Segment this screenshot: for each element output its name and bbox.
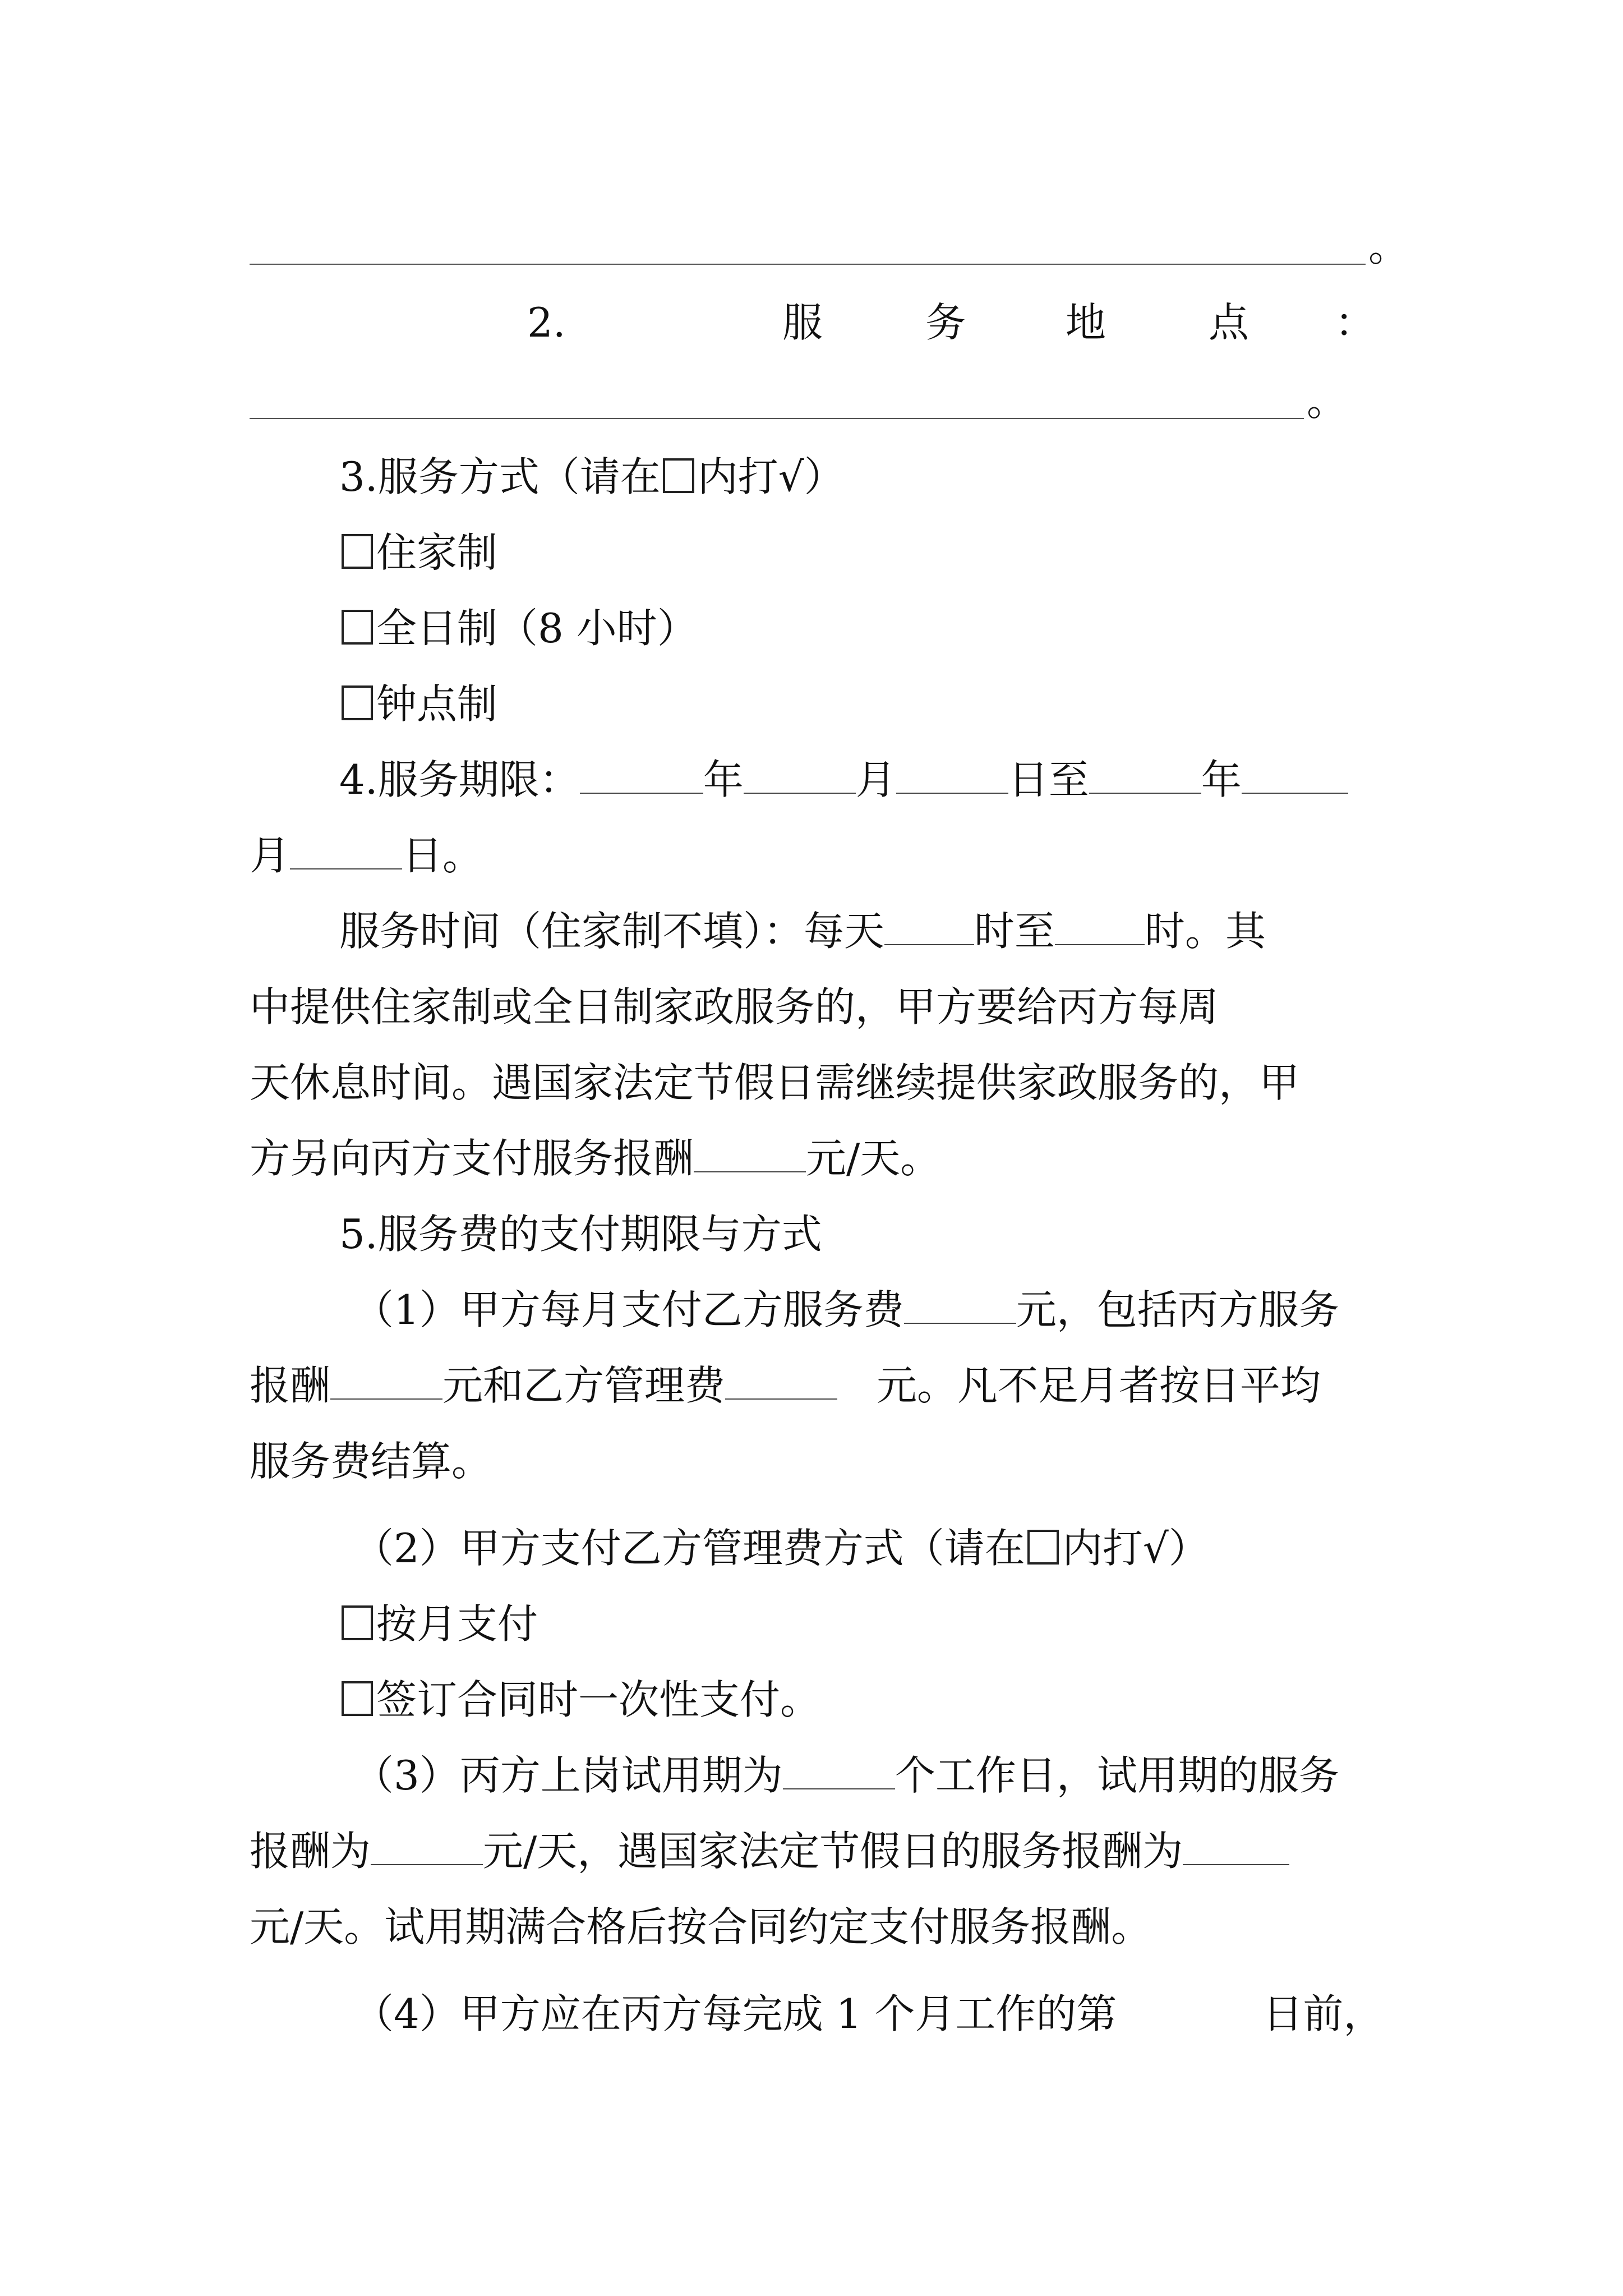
holiday-pay-label: 方另向丙方支付服务报酬 xyxy=(250,1135,694,1182)
blank-end-year[interactable] xyxy=(1089,754,1201,794)
payment-item-2 xyxy=(353,1523,1209,1573)
blank-end-month-lead[interactable] xyxy=(1242,754,1348,794)
probation-label: （3）丙方上岗试用期为 xyxy=(353,1752,783,1799)
blank-holiday-pay[interactable] xyxy=(694,1133,806,1172)
option-full-day-label: 全日制（8 小时） xyxy=(376,605,698,652)
month-label: 月 xyxy=(855,756,896,803)
option-full-day xyxy=(339,603,698,654)
option-hourly xyxy=(339,679,497,729)
blank-line-service-content xyxy=(250,264,1366,265)
option-monthly xyxy=(339,1599,538,1649)
checkbox-lump-sum[interactable] xyxy=(342,1681,373,1716)
management-fee-instruction: 内打√） xyxy=(1062,1525,1209,1572)
per-day-label: 元/天。 xyxy=(806,1135,941,1182)
service-period-label: 4.服务期限： xyxy=(339,756,580,803)
payment-item-1-line-2 xyxy=(250,1360,1321,1411)
hour-to-label: 时至 xyxy=(974,908,1055,955)
service-time-label: 服务时间（住家制不填）：每天 xyxy=(339,908,885,955)
rest-time-line-1: 中提供住家制或全日制家政服务的，甲方要给丙方每周 xyxy=(250,983,1219,1030)
payment-item-4 xyxy=(353,1989,1384,2039)
payment-item-3-line-2 xyxy=(250,1826,1289,1876)
period: 。 xyxy=(1307,378,1348,425)
month-label-2: 月 xyxy=(250,832,291,879)
blank-holiday-remuneration[interactable] xyxy=(1183,1826,1289,1865)
day-end-label: 日。 xyxy=(402,832,483,879)
checkbox-hourly[interactable] xyxy=(342,685,373,720)
option-hourly-label: 钟点制 xyxy=(376,680,498,728)
service-mode-label: 3.服务方式（请在 xyxy=(339,453,661,500)
checkbox-icon xyxy=(663,458,694,493)
payment-item-3-line-3: 元/天。试用期满合格后按合同约定支付服务报酬。 xyxy=(250,1903,1152,1950)
year-label-2: 年 xyxy=(1201,756,1242,803)
before-day-label: 日前， xyxy=(1262,1990,1384,2037)
checkbox-icon xyxy=(1027,1530,1059,1565)
blank-probation-pay[interactable] xyxy=(371,1826,483,1865)
option-lump-sum xyxy=(339,1674,820,1725)
blank-end-hour[interactable] xyxy=(1055,906,1145,945)
blank-start-year[interactable] xyxy=(580,754,703,794)
service-time-line xyxy=(339,906,1266,956)
blank-end-day[interactable] xyxy=(290,830,402,869)
year-label: 年 xyxy=(703,756,744,803)
checkbox-live-in[interactable] xyxy=(342,534,373,569)
checkbox-monthly[interactable] xyxy=(342,1605,373,1640)
service-mode-instruction: 内打√） xyxy=(697,453,845,500)
service-location-char-4: 点 xyxy=(1209,299,1249,346)
payment-item-1 xyxy=(353,1285,1339,1335)
service-mode-heading xyxy=(339,452,845,502)
service-location-char-1: 服 xyxy=(782,299,823,346)
blank-monthly-fee[interactable] xyxy=(904,1285,1016,1324)
service-period-line-2 xyxy=(250,830,483,881)
blank-start-hour[interactable] xyxy=(884,906,974,945)
remuneration-is-label: 报酬为 xyxy=(250,1828,371,1875)
service-location-colon: ： xyxy=(1335,299,1376,346)
payment-item-3 xyxy=(353,1750,1339,1801)
line-3-end xyxy=(1307,376,1347,426)
blank-probation-days[interactable] xyxy=(783,1750,895,1789)
hour-end-label: 时。其 xyxy=(1145,908,1266,955)
option-monthly-label: 按月支付 xyxy=(376,1600,538,1648)
payment-heading: 5.服务费的支付期限与方式 xyxy=(339,1211,822,1258)
service-location-number: 2. xyxy=(527,299,566,346)
option-live-in xyxy=(339,527,497,578)
checkbox-full-day[interactable] xyxy=(342,610,373,645)
period: 。 xyxy=(1368,223,1409,270)
rest-time-line-2: 天休息时间。遇国家法定节假日需继续提供家政服务的，甲 xyxy=(250,1059,1300,1106)
option-live-in-label: 住家制 xyxy=(376,529,498,576)
blank-start-day[interactable] xyxy=(896,754,1008,794)
day-to-label: 日至 xyxy=(1008,756,1089,803)
service-location-char-2: 务 xyxy=(925,299,966,346)
holiday-pay-line xyxy=(250,1133,940,1184)
monthly-fee-label: （1）甲方每月支付乙方服务费 xyxy=(353,1286,904,1333)
holiday-remuneration-label: 元/天，遇国家法定节假日的服务报酬为 xyxy=(483,1828,1183,1875)
blank-start-month[interactable] xyxy=(744,754,856,794)
blank-management-fee[interactable] xyxy=(725,1360,837,1400)
payday-label: （4）甲方应在丙方每完成 1 个月工作的第 xyxy=(353,1990,1117,2037)
fee-breakdown-label: 元，包括丙方服务 xyxy=(1016,1286,1339,1333)
service-location-char-3: 地 xyxy=(1066,299,1106,346)
line-1-end xyxy=(1368,222,1409,272)
service-period-line xyxy=(339,754,1348,805)
management-fee-method-label: （2）甲方支付乙方管理费方式（请在 xyxy=(353,1525,1025,1572)
prorate-label: 元。凡不足月者按日平均 xyxy=(877,1362,1321,1409)
option-lump-sum-label: 签订合同时一次性支付。 xyxy=(376,1676,821,1723)
probation-pay-label: 个工作日，试用期的服务 xyxy=(895,1752,1339,1799)
blank-line-service-location xyxy=(250,418,1304,419)
management-fee-label: 元和乙方管理费 xyxy=(442,1362,726,1409)
blank-remuneration[interactable] xyxy=(330,1360,442,1400)
payment-item-1-line-3: 服务费结算。 xyxy=(250,1438,492,1485)
remuneration-label: 报酬 xyxy=(250,1362,331,1409)
